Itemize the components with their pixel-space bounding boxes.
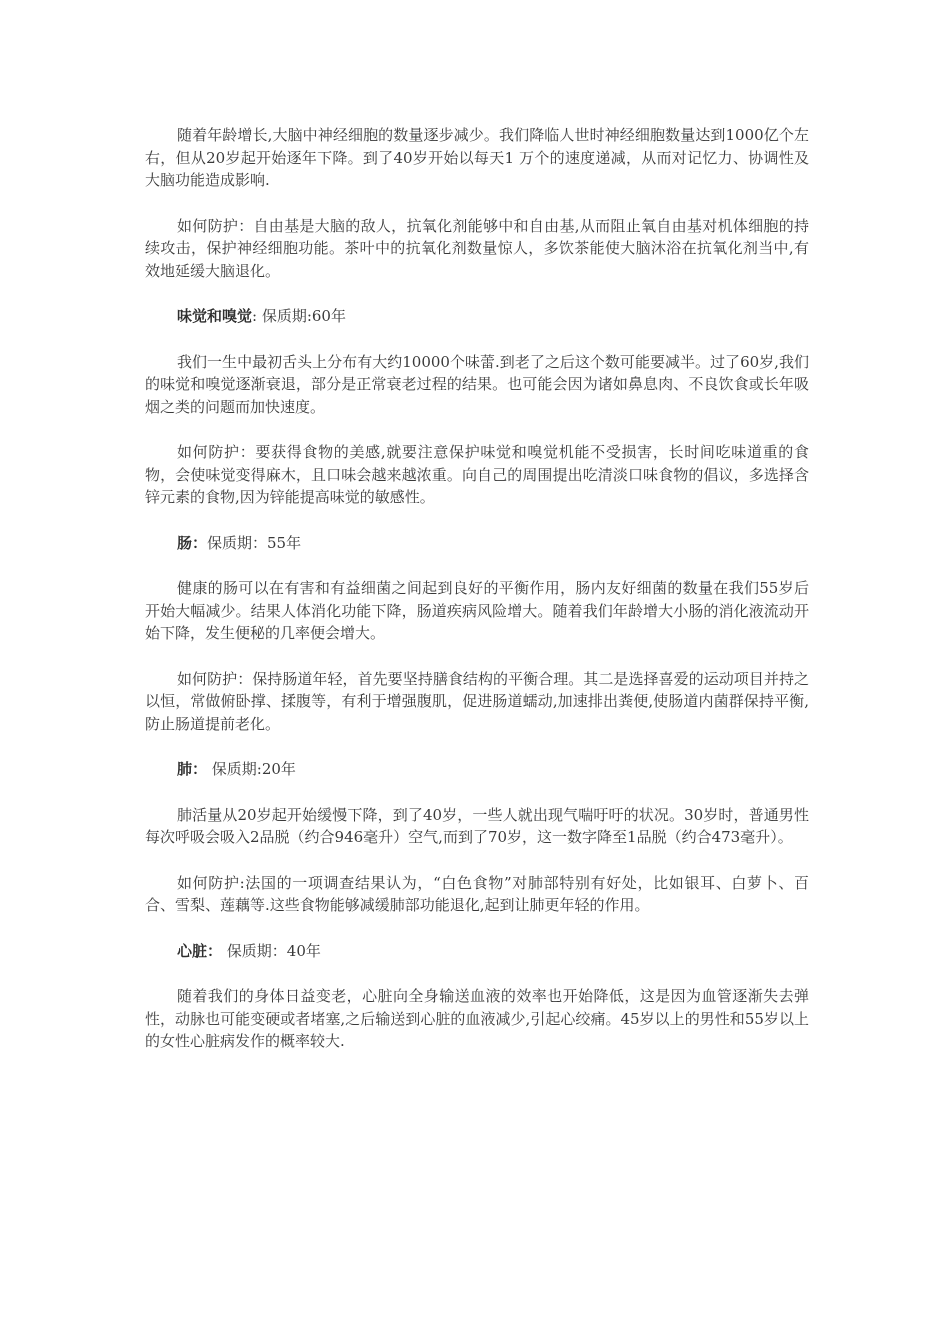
section-heading-heart — [145, 940, 809, 963]
section-heading-lung — [145, 758, 809, 781]
heading-value: 保质期:20年 — [207, 760, 296, 778]
heading-value: 保质期：40年 — [222, 941, 321, 960]
heading-label: 肠： — [177, 533, 208, 552]
heading-label: 味觉和嗅觉 — [177, 307, 253, 325]
paragraph-brain-aging: 随着年龄增长,大脑中神经细胞的数量逐步减少。我们降临人世时神经细胞数量达到1000亿个左右，但从20岁起开始逐年下降。到了40岁开始以每天1 万个的速度递减，从而对记忆力、协调性及大脑功能造成影响. — [145, 126, 809, 189]
heading-label: 肺： — [177, 760, 208, 778]
document-body — [145, 124, 809, 1076]
section-heading-intestine — [145, 532, 809, 555]
paragraph-taste-aging: 我们一生中最初舌头上分布有大约10000个味蕾.到老了之后这个数可能要减半。过了60岁,我们的味觉和嗅觉逐渐衰退，部分是正常衰老过程的结果。也可能会因为诸如鼻息肉、不良饮食或长年吸烟之类的问题而加快速度。 — [145, 352, 809, 416]
heading-value: 保质期：55年 — [207, 533, 302, 552]
section-heading-taste-smell — [145, 305, 809, 328]
paragraph-lung-protection: 如何防护:法国的一项调查结果认为，“白色食物”对肺部特别有好处，比如银耳、白萝卜、百合、雪梨、莲藕等.这些食物能够减缓肺部功能退化,起到让肺更年轻的作用。 — [145, 873, 809, 914]
paragraph-intestine-aging: 健康的肠可以在有害和有益细菌之间起到良好的平衡作用，肠内友好细菌的数量在我们55岁后开始大幅减少。结果人体消化功能下降，肠道疾病风险增大。随着我们年龄增大小肠的消化液流动开始下降，发生便秘的几率便会增大。 — [145, 579, 809, 642]
paragraph-heart-aging: 随着我们的身体日益变老，心脏向全身输送血液的效率也开始降低，这是因为血管逐渐失去弹性，动脉也可能变硬或者堵塞,之后输送到心脏的血液减少,引起心绞痛。45岁以上的男性和55岁以上的女性心脏病发作的概率较大. — [145, 987, 809, 1050]
paragraph-brain-protection: 如何防护：自由基是大脑的敌人，抗氧化剂能够中和自由基,从而阻止氧自由基对机体细胞的持续攻击，保护神经细胞功能。茶叶中的抗氧化剂数量惊人，多饮茶能使大脑沐浴在抗氧化剂当中,有效地延缓大脑退化。 — [145, 216, 809, 280]
heading-label: 心脏： — [177, 941, 223, 960]
paragraph-taste-protection: 如何防护：要获得食物的美感,就要注意保护味觉和嗅觉机能不受损害，长时间吃味道重的食物，会使味觉变得麻木，且口味会越来越浓重。向自己的周围提出吃清淡口味食物的倡议，多选择含锌元素的食物,因为锌能提高味觉的敏感性。 — [145, 443, 809, 506]
heading-value: : 保质期:60年 — [252, 307, 346, 325]
paragraph-lung-aging: 肺活量从20岁起开始缓慢下降，到了40岁，一些人就出现气喘吁吁的状况。30岁时，普通男性每次呼吸会吸入2品脱（约合946毫升）空气,而到了70岁，这一数字降至1品脱（约合473毫升）。 — [145, 805, 809, 846]
paragraph-intestine-protection: 如何防护：保持肠道年轻，首先要坚持膳食结构的平衡合理。其二是选择喜爱的运动项目并持之以恒，常做俯卧撑、揉腹等，有利于增强腹肌，促进肠道蠕动,加速排出粪便,使肠道内菌群保持平衡,防止肠道提前老化。 — [145, 669, 809, 733]
